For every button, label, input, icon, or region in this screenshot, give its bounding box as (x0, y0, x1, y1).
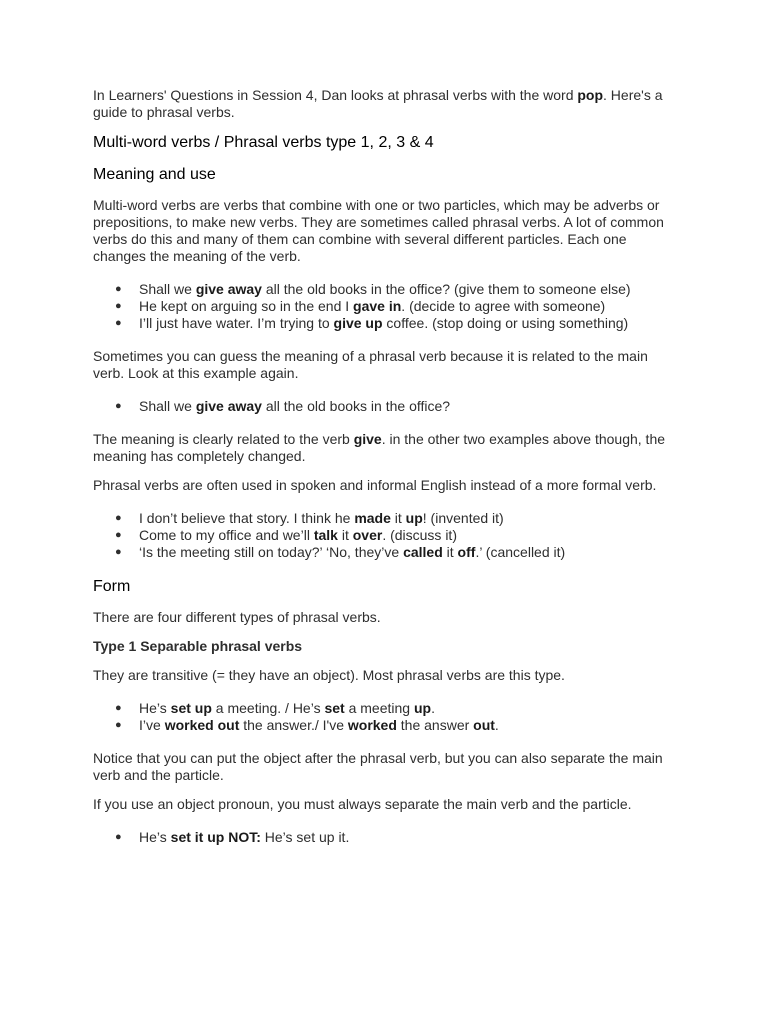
text-run: . (494, 717, 499, 733)
bullet-icon: ● (115, 400, 122, 412)
bold-term: set (324, 700, 345, 716)
bold-term: worked out (164, 717, 240, 733)
text-run: the answer (396, 717, 474, 733)
meaning-paragraph: Multi-word verbs are verbs that combine with one or two particles, which may be adverbs or prepositions, to make new verbs. They are sometimes called phrasal verbs. A lot of common verbs do this and many of them can combine with several different particles. Each one changes the meaning of the verb. (93, 197, 664, 264)
bold-term: up (413, 700, 432, 716)
list-item (93, 281, 678, 298)
bullet-icon: ● (115, 317, 122, 329)
bullet-icon: ● (115, 512, 122, 524)
main-heading: Multi-word verbs / Phrasal verbs type 1, 2, 3 & 4 (93, 134, 434, 151)
text-run: a meeting. / He’s (211, 700, 325, 716)
text-run: The meaning is clearly related to the verb (93, 431, 354, 447)
meaning-heading: Meaning and use (93, 166, 216, 183)
text-run: . (431, 700, 435, 716)
list-item (93, 398, 678, 415)
bold-term: set up (170, 700, 212, 716)
text-run: I’ve (139, 717, 165, 733)
text-run: . in the other two examples above though, the meaning has completely changed. (93, 431, 666, 464)
bullet-icon: ● (115, 702, 122, 714)
notice-paragraph: Notice that you can put the object after the phrasal verb, but you can also separate the main verb and the particle. (93, 750, 663, 783)
bold-term: out (473, 717, 495, 733)
text-run: ‘Is the meeting still on today?’ ‘No, they’ve (139, 544, 404, 560)
intro-paragraph (93, 87, 678, 121)
text-run: it (337, 527, 353, 543)
text-run: Come to my office and we’ll (139, 527, 314, 543)
examples-list-2 (93, 398, 678, 415)
bold-term: talk (313, 527, 338, 543)
text-run: I don’t believe that story. I think he (139, 510, 355, 526)
related-paragraph (93, 431, 678, 465)
bold-term: set it up NOT: (170, 829, 261, 845)
list-item (93, 700, 678, 717)
bold-term: worked (347, 717, 397, 733)
list-item (93, 829, 678, 846)
text-run: Shall we (139, 398, 196, 414)
examples-list-1 (93, 281, 678, 332)
pronoun-paragraph: If you use an object pronoun, you must always separate the main verb and the particle. (93, 796, 632, 812)
text-run: I’ll just have water. I’m trying to (139, 315, 334, 331)
text-run: In Learners' Questions in Session 4, Dan looks at phrasal verbs with the word (93, 87, 578, 103)
spoken-paragraph: Phrasal verbs are often used in spoken and informal English instead of a more formal verb. (93, 477, 657, 493)
bullet-icon: ● (115, 831, 122, 843)
examples-list-3 (93, 510, 678, 561)
text-run: coffee. (stop doing or using something) (382, 315, 629, 331)
text-run: ! (invented it) (422, 510, 504, 526)
bold-term: up (405, 510, 423, 526)
bold-term: off (457, 544, 476, 560)
text-run: all the old books in the office? (261, 398, 451, 414)
list-item (93, 315, 678, 332)
list-item (93, 717, 678, 734)
list-item (93, 298, 678, 315)
bold-term: over (352, 527, 383, 543)
text-run: He’s (139, 700, 171, 716)
document-page (93, 87, 678, 862)
bullet-icon: ● (115, 300, 122, 312)
bold-term: give (353, 431, 382, 447)
type1-heading: Type 1 Separable phrasal verbs (93, 638, 303, 654)
examples-list-5 (93, 829, 678, 846)
text-run: He’s (139, 829, 171, 845)
text-run: . (discuss it) (382, 527, 457, 543)
form-heading: Form (93, 578, 131, 595)
four-types-paragraph: There are four different types of phrasal verbs. (93, 609, 381, 625)
examples-list-4 (93, 700, 678, 734)
text-run: it (390, 510, 406, 526)
bold-term: give up (333, 315, 383, 331)
text-run: . Here's a guide to phrasal verbs. (93, 87, 663, 120)
list-item (93, 544, 678, 561)
transitive-paragraph: They are transitive (= they have an object). Most phrasal verbs are this type. (93, 667, 565, 683)
text-run: a meeting (344, 700, 414, 716)
bullet-icon: ● (115, 546, 122, 558)
bold-term: pop (577, 87, 604, 103)
text-run: He’s set up it. (260, 829, 350, 845)
bold-term: gave in (353, 298, 402, 314)
bold-term: called (403, 544, 443, 560)
guess-paragraph: Sometimes you can guess the meaning of a phrasal verb because it is related to the main verb. Look at this example again. (93, 348, 648, 381)
bullet-icon: ● (115, 283, 122, 295)
text-run: Shall we (139, 281, 196, 297)
list-item (93, 527, 678, 544)
text-run: . (decide to agree with someone) (401, 298, 606, 314)
text-run: the answer./ I've (239, 717, 348, 733)
text-run: all the old books in the office? (give them to someone else) (261, 281, 631, 297)
bold-term: give away (195, 281, 262, 297)
bold-term: made (354, 510, 391, 526)
list-item (93, 510, 678, 527)
text-run: it (442, 544, 458, 560)
text-run: .’ (cancelled it) (475, 544, 566, 560)
bullet-icon: ● (115, 529, 122, 541)
bold-term: give away (195, 398, 262, 414)
text-run: He kept on arguing so in the end I (139, 298, 354, 314)
bullet-icon: ● (115, 719, 122, 731)
